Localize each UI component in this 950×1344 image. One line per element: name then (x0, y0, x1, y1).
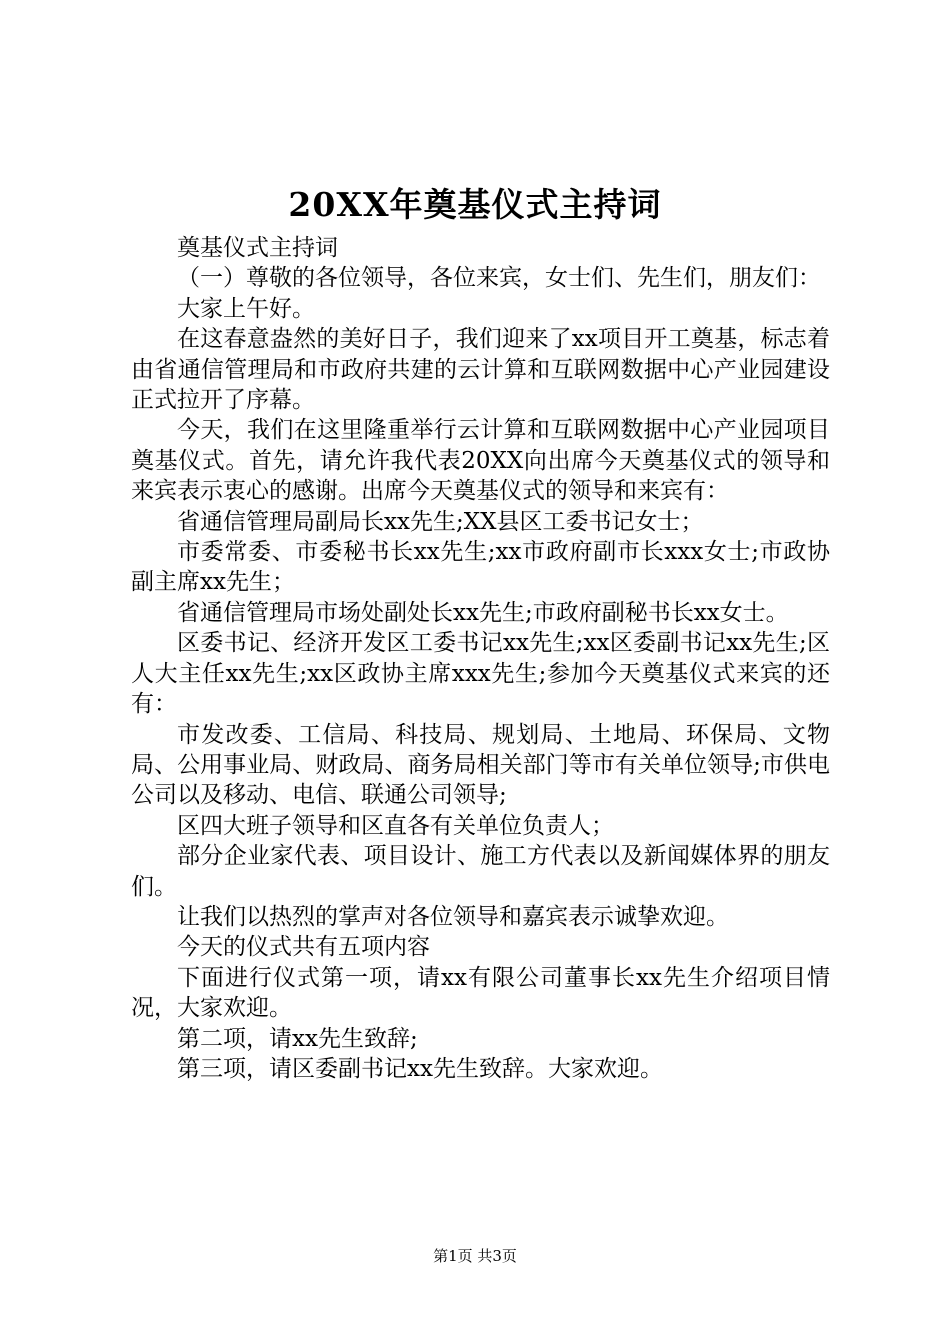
paragraph: 让我们以热烈的掌声对各位领导和嘉宾表示诚挚欢迎。 (177, 903, 729, 930)
paragraph: 市委常委、市委秘书长xx先生;xx市政府副市长xxx女士;市政协副主席xx先生； (131, 539, 830, 596)
paragraph: 今天，我们在这里隆重举行云计算和互联网数据中心产业园项目奠基仪式。首先，请允许我代表20XX向出席今天奠基仪式的领导和来宾表示衷心的感谢。出席今天奠基仪式的领导和来宾有： (131, 417, 830, 505)
paragraph: 第三项，请区委副书记xx先生致辞。大家欢迎。 (177, 1055, 663, 1082)
document-body (131, 233, 830, 1084)
paragraph: 大家上午好。 (177, 295, 315, 322)
paragraph: 奠基仪式主持词 (177, 235, 338, 261)
paragraph: 区四大班子领导和区直各有关单位负责人； (177, 812, 614, 839)
page-footer: 第1页 共3页 (433, 1247, 517, 1265)
paragraph: 第二项，请xx先生致辞; (177, 1025, 418, 1052)
document-title: 20XX年奠基仪式主持词 (288, 185, 662, 224)
paragraph: 下面进行仪式第一项，请xx有限公司董事长xx先生介绍项目情况，大家欢迎。 (131, 964, 830, 1022)
paragraph: 在这春意盎然的美好日子，我们迎来了xx项目开工奠基，标志着由省通信管理局和市政府共建的云计算和互联网数据中心产业园建设正式拉开了序幕。 (131, 326, 830, 414)
paragraph: 区委书记、经济开发区工委书记xx先生;xx区委副书记xx先生;区人大主任xx先生;xx区政协主席xxx先生;参加今天奠基仪式来宾的还有： (131, 630, 830, 718)
paragraph: （一）尊敬的各位领导，各位来宾，女士们、先生们，朋友们： (177, 265, 821, 292)
paragraph: 省通信管理局副局长xx先生;XX县区工委书记女士； (177, 508, 704, 535)
paragraph: 今天的仪式共有五项内容 (177, 934, 430, 961)
paragraph: 部分企业家代表、项目设计、施工方代表以及新闻媒体界的朋友们。 (131, 843, 830, 900)
paragraph: 市发改委、工信局、科技局、规划局、土地局、环保局、文物局、公用事业局、财政局、商务局相关部门等市有关单位领导;市供电公司以及移动、电信、联通公司领导; (131, 721, 830, 809)
paragraph: 省通信管理局市场处副处长xx先生;市政府副秘书长xx女士。 (177, 599, 789, 626)
